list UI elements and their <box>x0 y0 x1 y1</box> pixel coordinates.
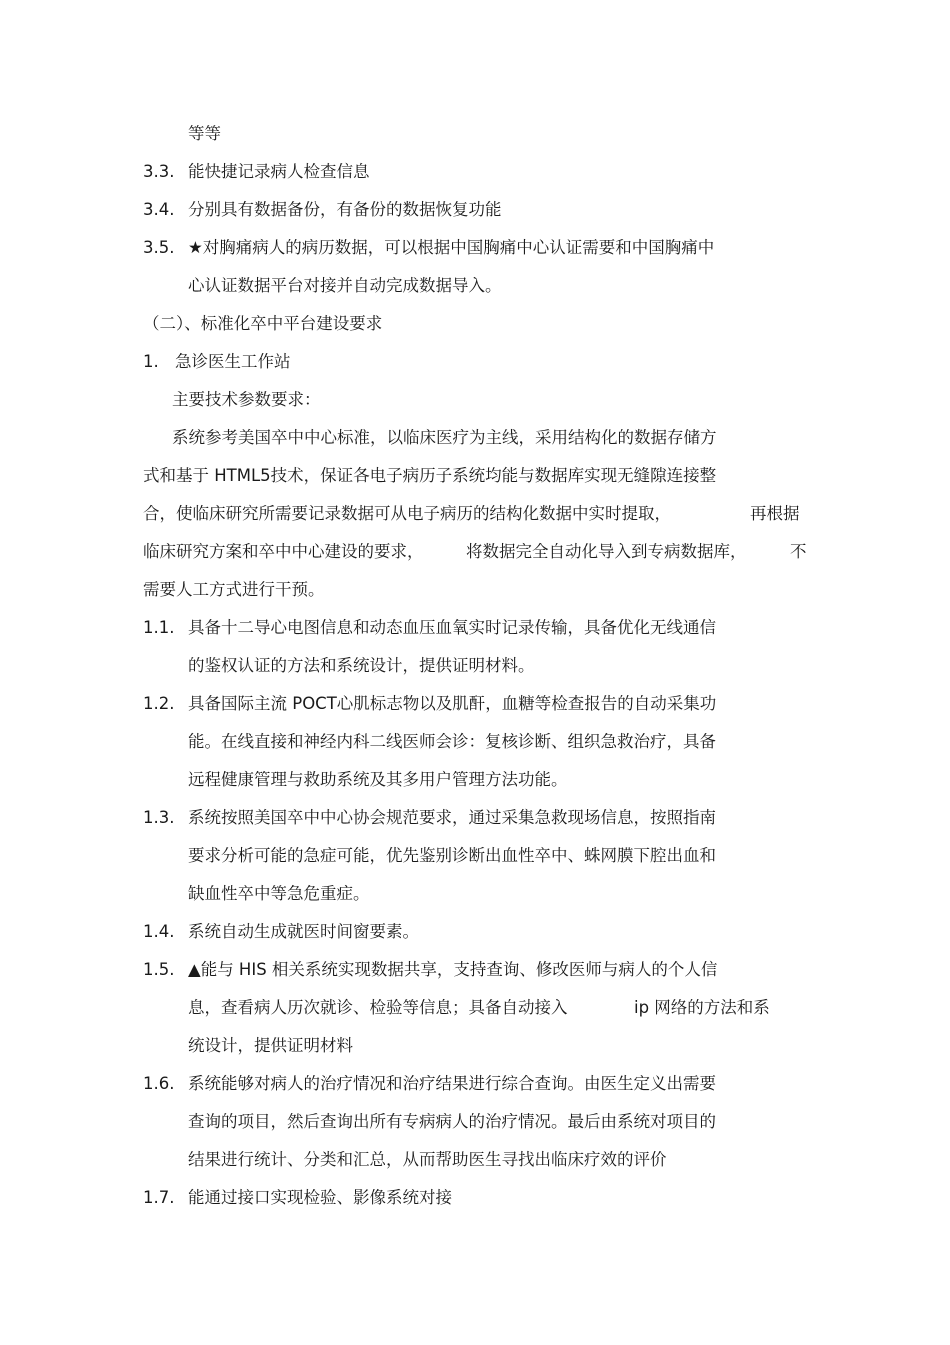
list-number: 3.3. <box>143 162 175 181</box>
list-text: 分别具有数据备份，有备份的数据恢复功能 <box>188 200 502 219</box>
list-text: 能快捷记录病人检查信息 <box>188 162 370 181</box>
text-segment: 息，查看病人历次就诊、检验等信息；具备自动接入 <box>188 998 568 1017</box>
text-line: 等等 <box>188 124 221 143</box>
list-number: 1.7. <box>143 1188 175 1207</box>
text-segment: 合，使临床研究所需要记录数据可从电子病历的结构化数据中实时提取， <box>143 504 671 523</box>
list-number: 1.4. <box>143 922 175 941</box>
paragraph-line: 需要人工方式进行干预。 <box>143 580 325 599</box>
paragraph-line: 式和基于 HTML5技术，保证各电子病历子系统均能与数据库实现无缝隙连接整 <box>143 466 717 485</box>
list-text: 系统按照美国卒中中心协会规范要求，通过采集急救现场信息，按照指南 <box>188 808 716 827</box>
text-segment: 临床研究方案和卒中中心建设的要求， <box>143 542 424 561</box>
text-line: 心认证数据平台对接并自动完成数据导入。 <box>188 276 502 295</box>
list-number: 1.1. <box>143 618 175 637</box>
section-heading: （二）、标准化卒中平台建设要求 <box>143 314 383 333</box>
subheading: 主要技术参数要求： <box>172 390 321 409</box>
list-text: 具备十二导心电图信息和动态血压血氧实时记录传输，具备优化无线通信 <box>188 618 716 637</box>
text-line: 结果进行统计、分类和汇总，从而帮助医生寻找出临床疗效的评价 <box>188 1150 667 1169</box>
list-number: 1. <box>143 352 159 371</box>
list-text: 系统能够对病人的治疗情况和治疗结果进行综合查询。由医生定义出需要 <box>188 1074 716 1093</box>
text-line: 能。在线直接和神经内科二线医师会诊：复核诊断、组织急救治疗，具备 <box>188 732 716 751</box>
text-line: 查询的项目，然后查询出所有专病病人的治疗情况。最后由系统对项目的 <box>188 1112 716 1131</box>
text-line: 统设计，提供证明材料 <box>188 1036 353 1055</box>
text-line: 要求分析可能的急症可能，优先鉴别诊断出血性卒中、蛛网膜下腔出血和 <box>188 846 716 865</box>
text-line: 远程健康管理与救助系统及其多用户管理方法功能。 <box>188 770 568 789</box>
list-text: 能通过接口实现检验、影像系统对接 <box>188 1188 452 1207</box>
list-number: 1.2. <box>143 694 175 713</box>
list-number: 3.4. <box>143 200 175 219</box>
list-number: 1.3. <box>143 808 175 827</box>
list-number: 3.5. <box>143 238 175 257</box>
list-text: 系统自动生成就医时间窗要素。 <box>188 922 419 941</box>
list-number: 1.5. <box>143 960 175 979</box>
text-segment: 将数据完全自动化导入到专病数据库， <box>466 542 747 561</box>
text-segment: ip 网络的方法和系 <box>634 998 770 1017</box>
list-text: ▲能与 HIS 相关系统实现数据共享，支持查询、修改医师与病人的个人信 <box>188 960 718 979</box>
text-segment: 不 <box>790 542 807 561</box>
text-line: 缺血性卒中等急危重症。 <box>188 884 370 903</box>
paragraph-line: 系统参考美国卒中中心标准，以临床医疗为主线，采用结构化的数据存储方 <box>172 428 717 447</box>
text-segment: 再根据 <box>750 504 800 523</box>
list-text: ★对胸痛病人的病历数据，可以根据中国胸痛中心认证需要和中国胸痛中 <box>188 238 715 257</box>
list-text: 具备国际主流 POCT心肌标志物以及肌酐，血糖等检查报告的自动采集功 <box>188 694 717 713</box>
list-text: 急诊医生工作站 <box>175 352 291 371</box>
list-number: 1.6. <box>143 1074 175 1093</box>
text-line: 的鉴权认证的方法和系统设计，提供证明材料。 <box>188 656 535 675</box>
